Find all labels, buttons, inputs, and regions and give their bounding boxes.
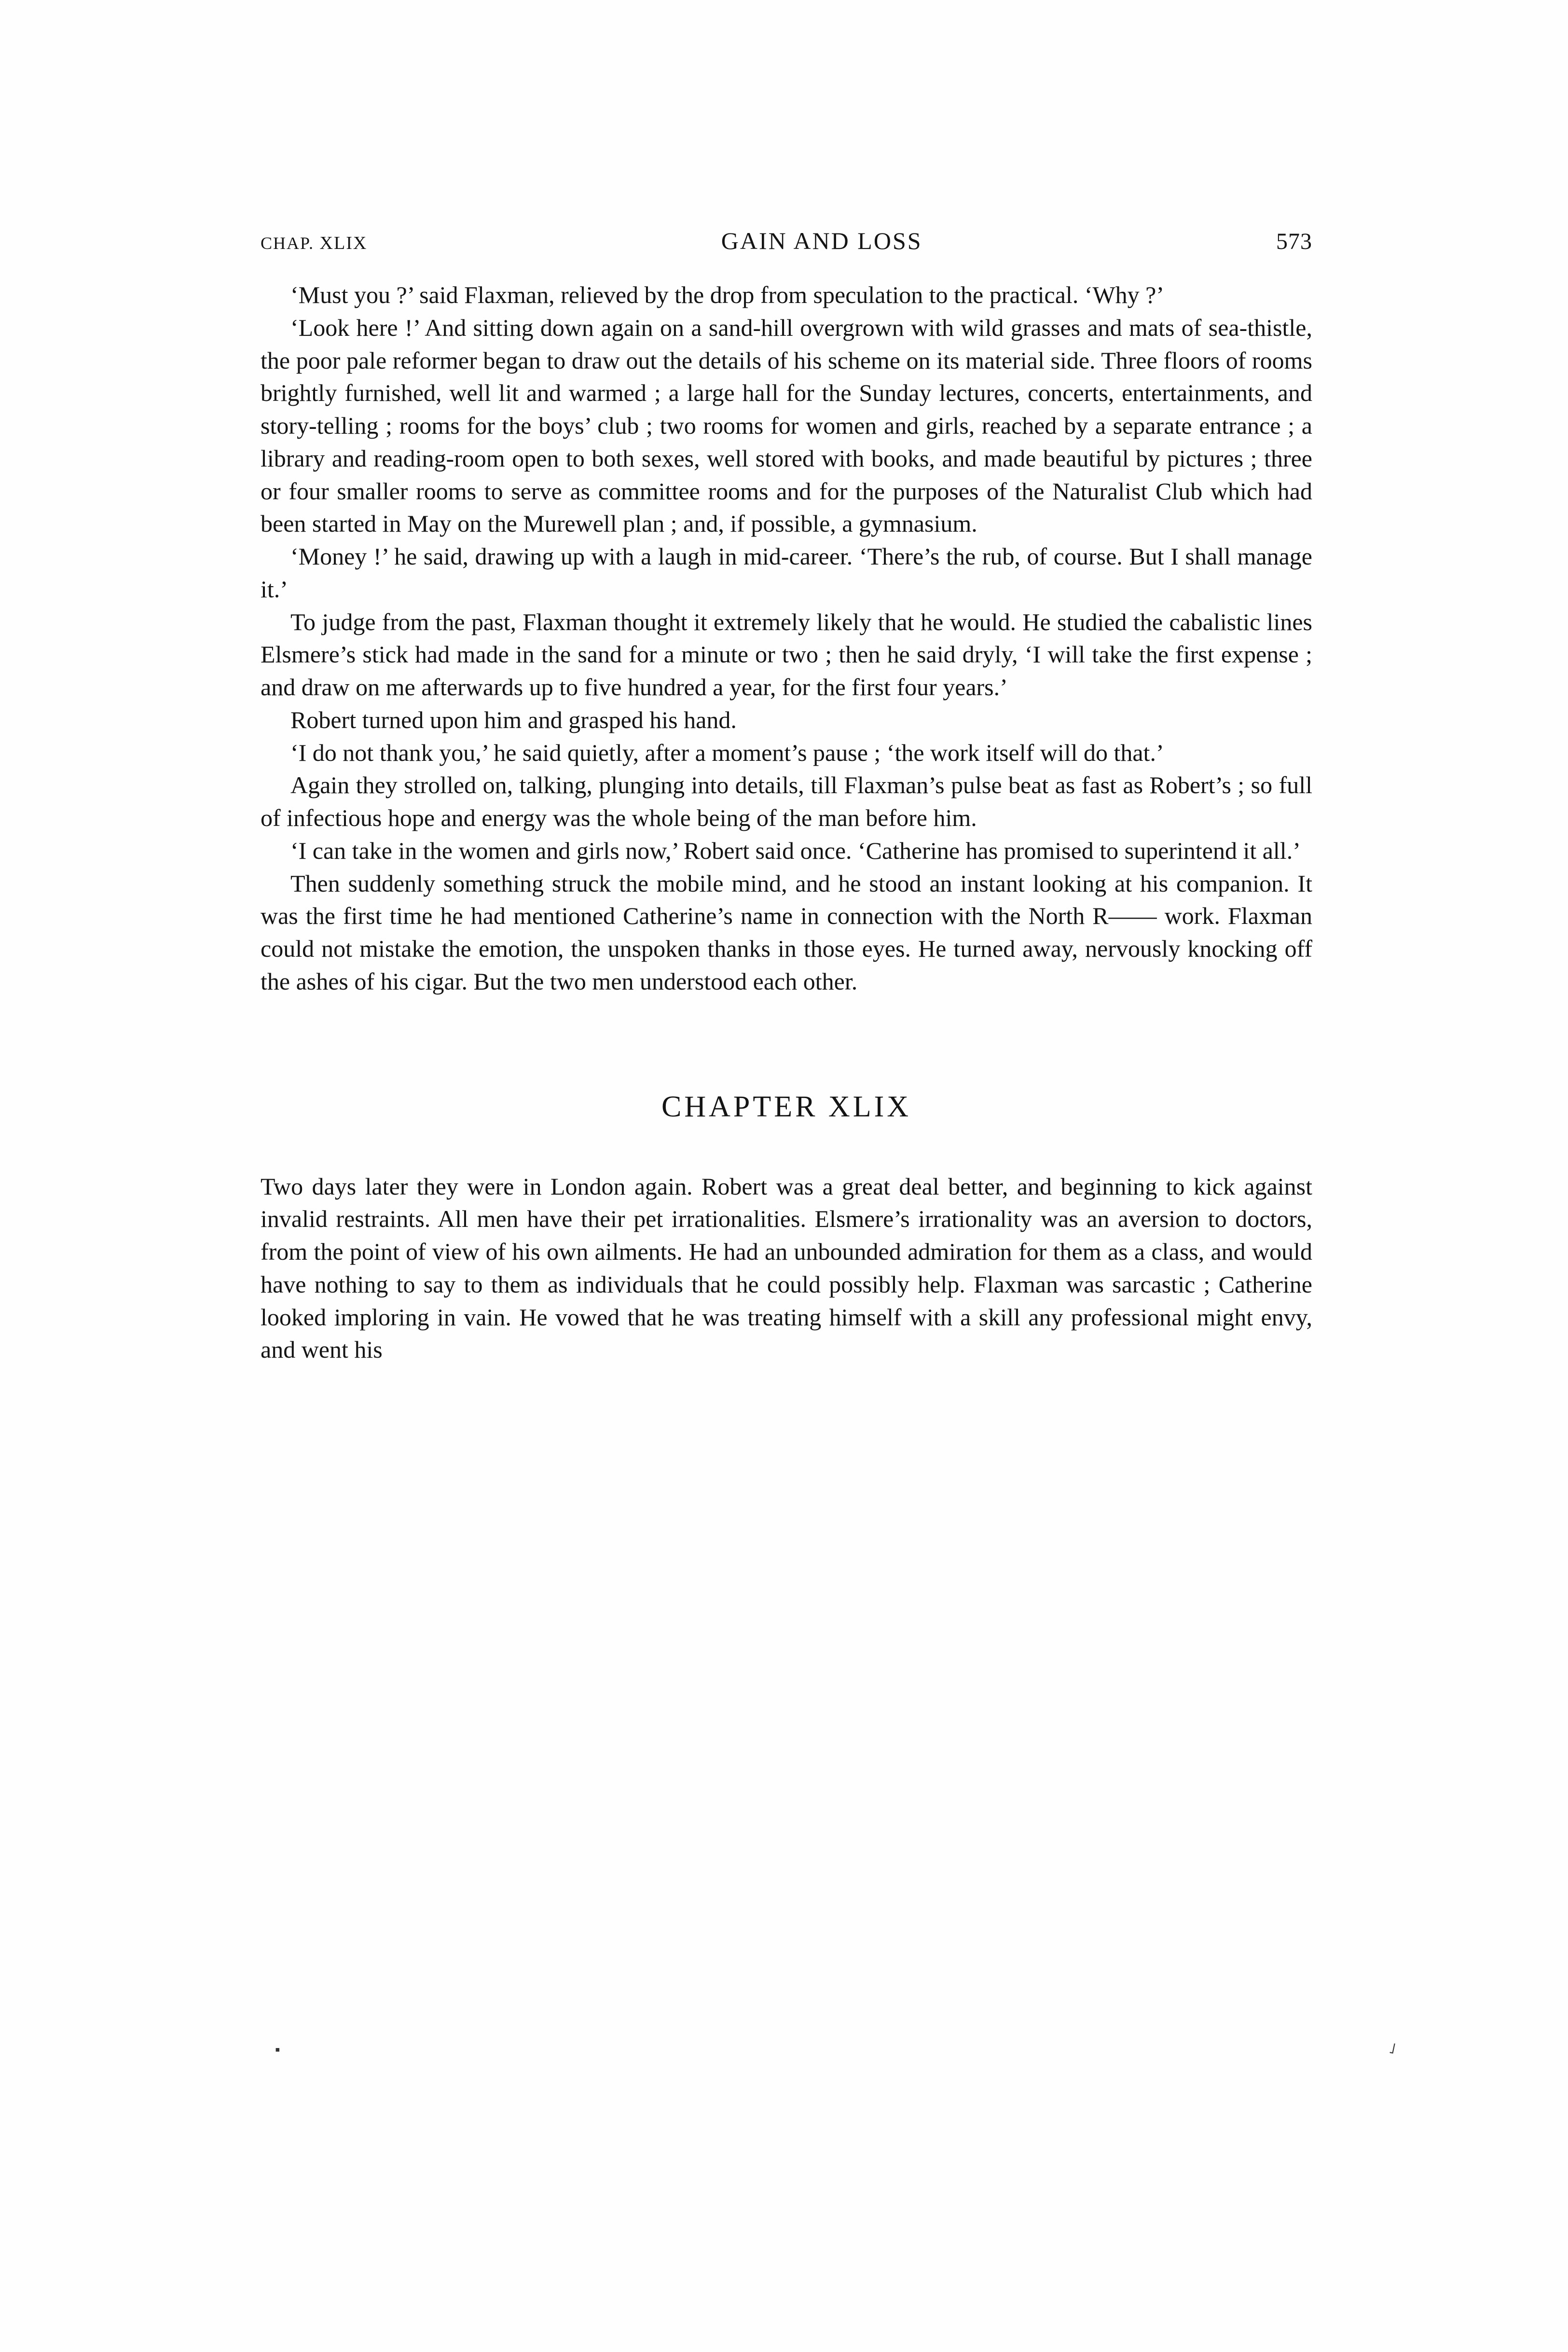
margin-mark-left-icon: ▪ — [275, 2042, 280, 2058]
running-head-chapter — [261, 233, 367, 254]
paragraph: ‘Look here !’ And sitting down again on a sand-hill overgrown with wild grasses and mats of sea-thistle, the poor pale reformer began to draw out the details of his scheme on its material side. Three floors of rooms brightly furnished, well lit and warmed ; a large hall for the Sunday lectures, concerts, entertainments, and story-telling ; rooms for the boys’ club ; two rooms for women and girls, reached by a separate entrance ; a library and reading-room open to both sexes, well stored with books, and made beautiful by pictures ; three or four smaller rooms to serve as committee rooms and for the purposes of the Naturalist Club which had been started in May on the Murewell plan ; and, if possible, a gymnasium. — [261, 314, 1312, 537]
running-head-chapter-word: CHAP. — [261, 234, 315, 253]
paragraph: ‘I can take in the women and girls now,’ Robert said once. ‘Catherine has promised to superintend it all.’ — [290, 837, 1301, 864]
paragraph: Then suddenly something struck the mobile mind, and he stood an instant looking at his companion. It was the first time he had mentioned Catherine’s name in connection with the North R—— work. Flaxman could not mistake the emotion, the unspoken thanks in those eyes. He turned away, nervously knocking off the ashes of his cigar. But the two men understood each other. — [261, 869, 1312, 995]
paragraph: Robert turned upon him and grasped his hand. — [290, 706, 737, 733]
running-head-title: GAIN AND LOSS — [721, 227, 922, 254]
chapter-heading: CHAPTER XLIX — [661, 1090, 912, 1123]
paragraph: ‘I do not thank you,’ he said quietly, after a moment’s pause ; ‘the work itself will do that.’ — [290, 739, 1164, 766]
paragraph: ‘Must you ?’ said Flaxman, relieved by the drop from speculation to the practical. ‘Why ?’ — [290, 281, 1165, 308]
running-head-chapter-number: XLIX — [319, 233, 368, 253]
paragraph: Again they strolled on, talking, plunging into details, till Flaxman’s pulse beat as fast as Robert’s ; so full of infectious hope and energy was the whole being of the man before him. — [261, 771, 1312, 831]
margin-mark-right-icon: ˩ — [1388, 2040, 1397, 2057]
paragraph: ‘Money !’ he said, drawing up with a laugh in mid-career. ‘There’s the rub, of course. But I shall manage it.’ — [261, 543, 1312, 603]
chapter-body-text — [261, 1170, 1312, 1367]
running-head — [261, 227, 1312, 255]
paragraph: Two days later they were in London again. Robert was a great deal better, and beginning to kick against invalid restraints. All men have their pet irrationalities. Elsmere’s irrationality was an aversion to doctors, from the point of view of his own ailments. He had an unbounded admiration for them as a class, and would have nothing to say to them as individuals that he could possibly help. Flaxman was sarcastic ; Catherine looked imploring in vain. He vowed that he was treating himself with a skill any professional might envy, and went his — [261, 1172, 1312, 1363]
page-number: 573 — [1276, 229, 1312, 254]
paragraph: To judge from the past, Flaxman thought it extremely likely that he would. He studied the cabalistic lines Elsmere’s stick had made in the sand for a minute or two ; then he said dryly, ‘I will take the first expense ; and draw on me afterwards up to five hundred a year, for the first four years.’ — [261, 608, 1312, 701]
body-text — [261, 279, 1312, 998]
page-content — [261, 227, 1312, 1366]
